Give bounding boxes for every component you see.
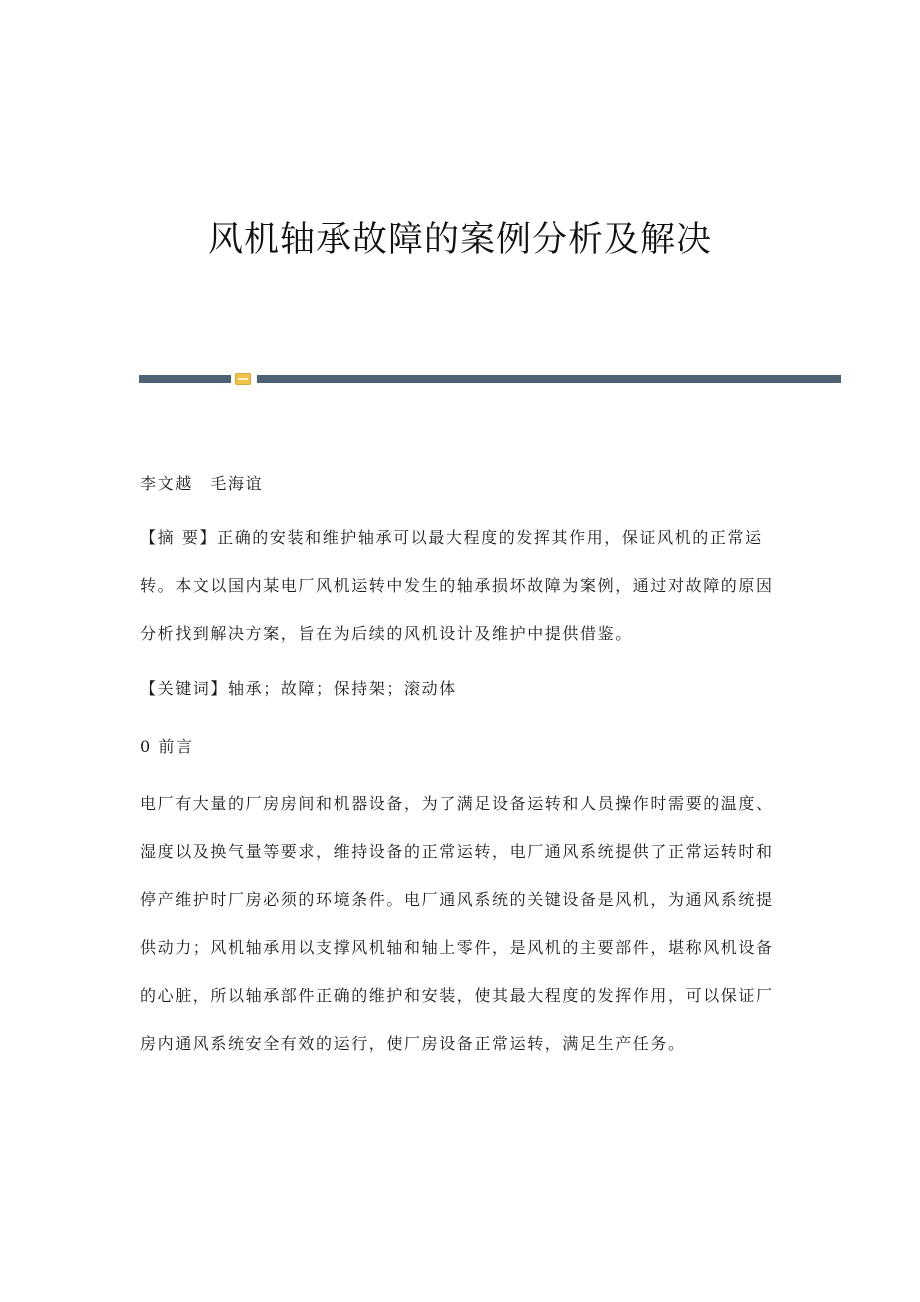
divider-bar-right: [257, 375, 841, 383]
abstract: [140, 514, 780, 658]
title-divider: [139, 371, 841, 387]
keywords-text: 轴承；故障；保持架；滚动体: [228, 679, 457, 698]
document-title: 风机轴承故障的案例分析及解决: [207, 220, 712, 260]
document-emblem-icon: [235, 373, 251, 385]
authors: 李文越 毛海谊: [140, 474, 264, 493]
keywords-label: 【关键词】: [140, 679, 229, 698]
paragraph: 电厂有大量的厂房房间和机器设备，为了满足设备运转和人员操作时需要的温度、湿度以及换气量等要求，维持设备的正常运转，电厂通风系统提供了正常运转时和停产维护时厂房必须的环境条件。电厂通风系统的关键设备是风机，为通风系统提供动力；风机轴承用以支撑风机轴和轴上零件，是风机的主要部件，堪称风机设备的心脏，所以轴承部件正确的维护和安装，使其最大程度的发挥作用，可以保证厂房内通风系统安全有效的运行，使厂房设备正常运转，满足生产任务。: [140, 794, 774, 1053]
keywords: [140, 665, 780, 713]
abstract-label: 【摘 要】: [140, 528, 218, 547]
divider-bar-left: [139, 375, 231, 383]
abstract-text: 正确的安装和维护轴承可以最大程度的发挥其作用，保证风机的正常运转。本文以国内某电厂风机运转中发生的轴承损坏故障为案例，通过对故障的原因分析找到解决方案，旨在为后续的风机设计及维护中提供借鉴。: [140, 528, 774, 643]
section-heading: 0 前言: [140, 737, 194, 756]
